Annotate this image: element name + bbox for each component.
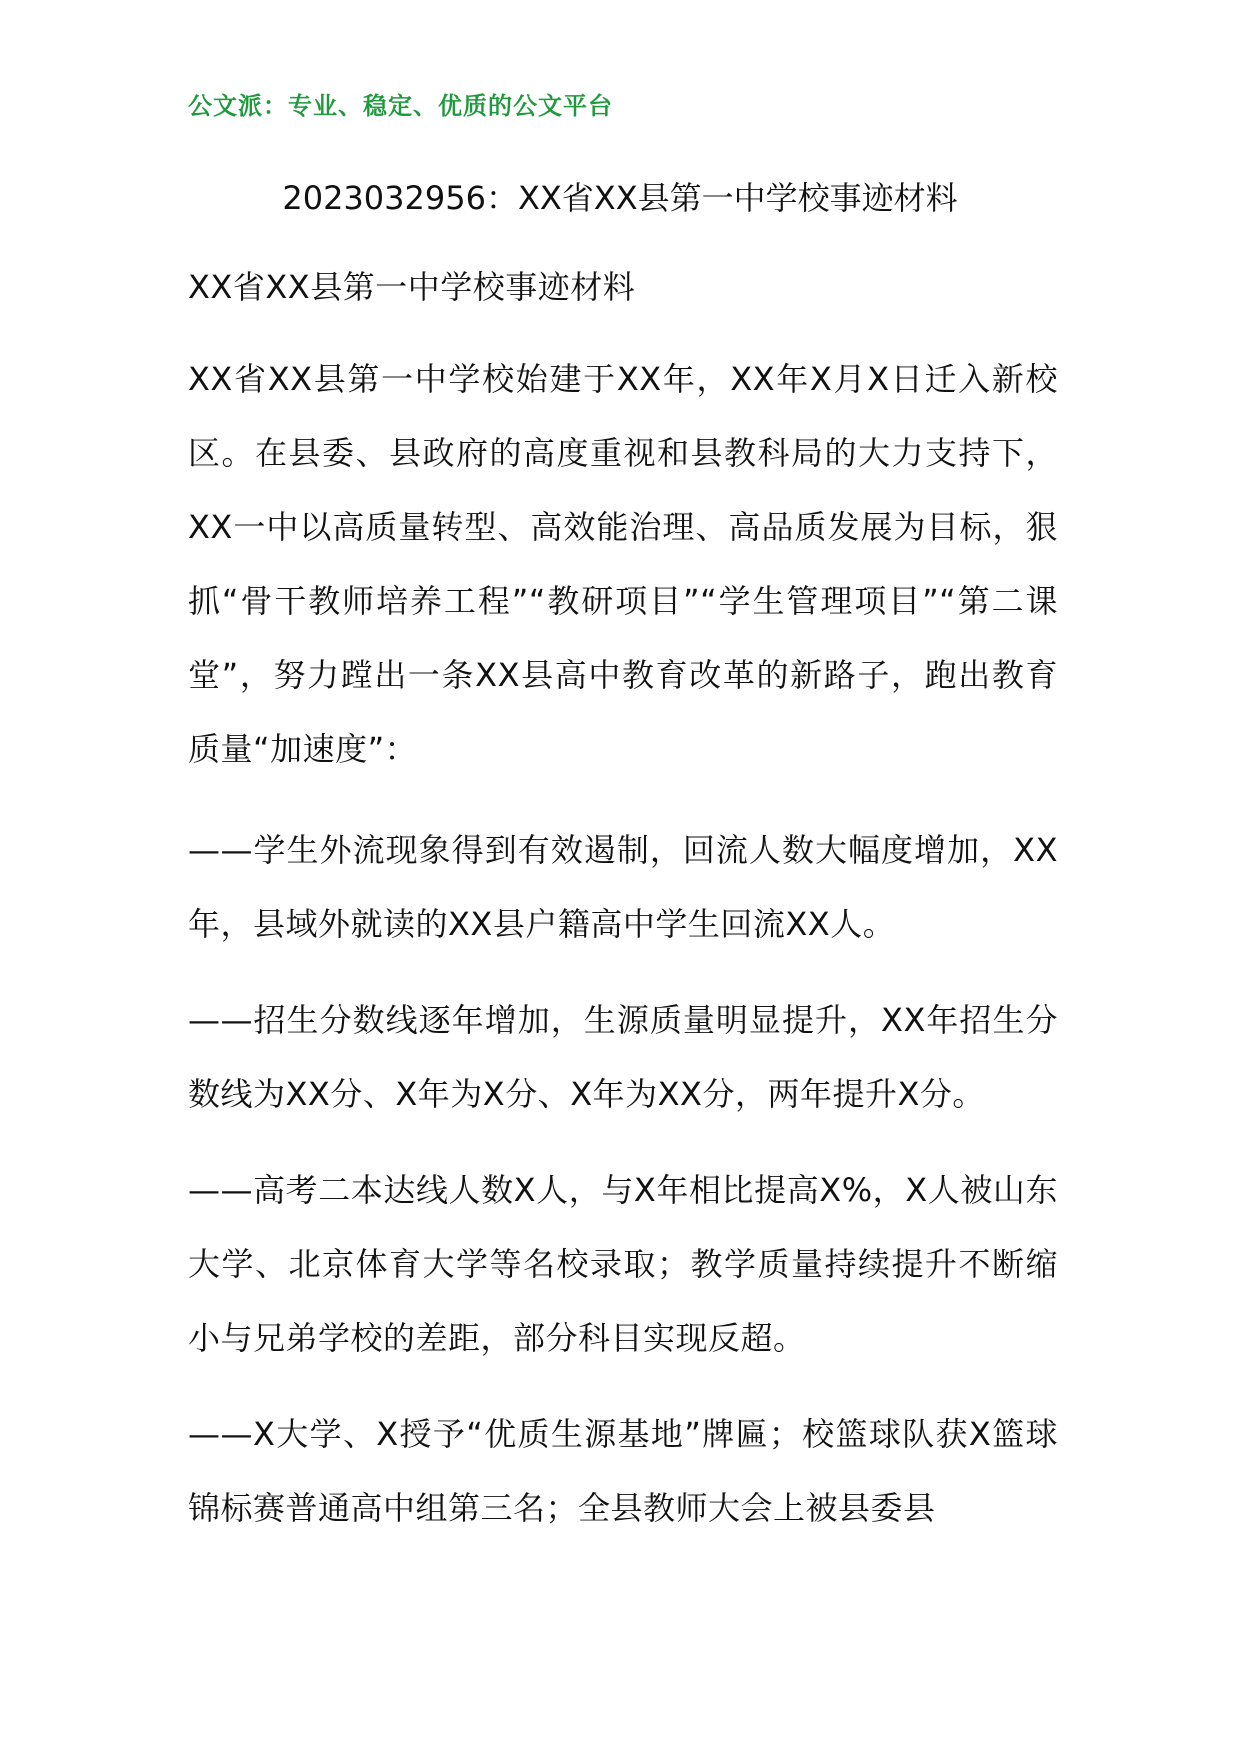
paragraph-honors: ——X大学、X授予“优质生源基地”牌匾；校篮球队获X篮球锦标赛普通高中组第三名；全县教师大会上被县委县 xyxy=(188,1415,1058,1527)
paragraph-admission-score: ——招生分数线逐年增加，生源质量明显提升，XX年招生分数线为XX分、X年为X分、X年为XX分，两年提升X分。 xyxy=(188,1001,1058,1113)
site-header-slogan: 公文派：专业、稳定、优质的公文平台 xyxy=(188,92,613,120)
paragraph-student-return: ——学生外流现象得到有效遏制，回流人数大幅度增加，XX年，县域外就读的XX县户籍高中学生回流XX人。 xyxy=(188,831,1058,943)
document-title: 2023032956：XX省XX县第一中学校事迹材料 xyxy=(282,179,958,217)
paragraph-intro: XX省XX县第一中学校始建于XX年，XX年X月X日迁入新校区。在县委、县政府的高度重视和县教科局的大力支持下，XX一中以高质量转型、高效能治理、高品质发展为目标，狠抓“骨干教师培养工程”“教研项目”“学生管理项目”“第二课堂”，努力蹚出一条XX县高中教育改革的新路子，跑出教育质量“加速度”： xyxy=(188,360,1058,768)
document-subtitle: XX省XX县第一中学校事迹材料 xyxy=(188,268,636,306)
paragraph-exam-results: ——高考二本达线人数X人，与X年相比提高X%，X人被山东大学、北京体育大学等名校录取；教学质量持续提升不断缩小与兄弟学校的差距，部分科目实现反超。 xyxy=(188,1171,1058,1357)
